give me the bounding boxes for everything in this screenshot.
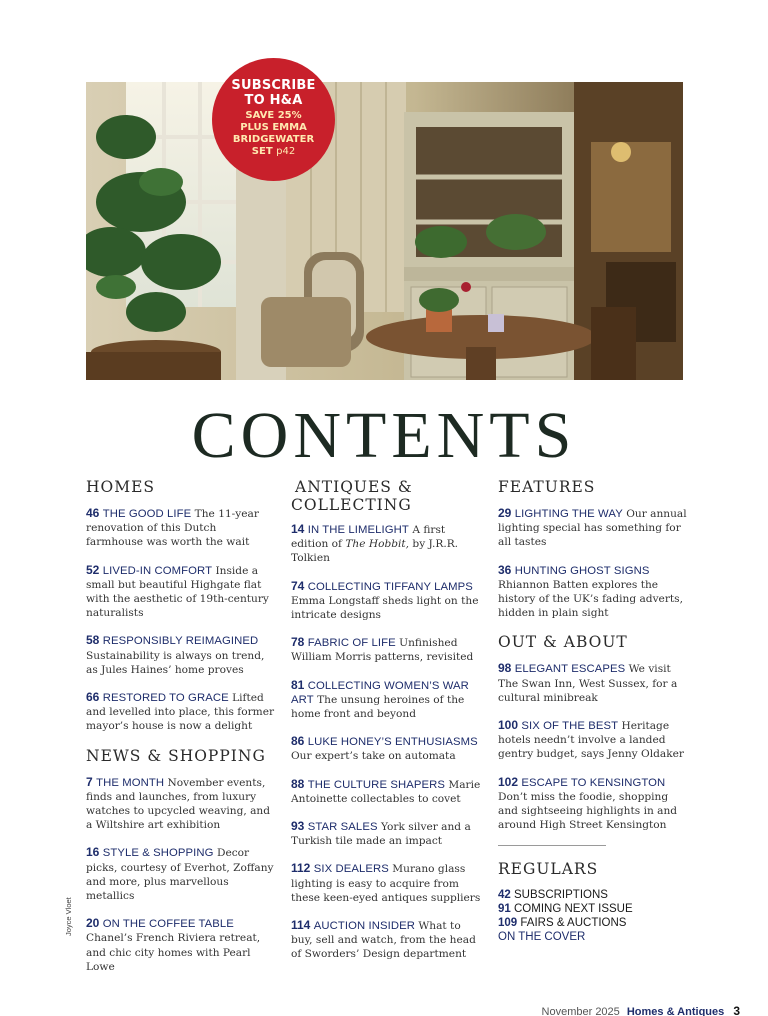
- entry-title: FAIRS & AUCTIONS: [520, 917, 627, 930]
- entry-page-number: 66: [86, 690, 100, 705]
- contents-entry[interactable]: [86, 775, 276, 833]
- entry-title: IN THE LIMELIGHT: [307, 524, 409, 536]
- entry-description: November events, finds and launches, from luxury watches to upcycled weaving, and a Wiltshire art exhibition: [86, 776, 271, 832]
- entry-page-number: 91: [498, 903, 511, 916]
- entry-page-number: 93: [291, 819, 305, 834]
- contents-entry[interactable]: [498, 718, 688, 762]
- badge-line6: [212, 146, 335, 158]
- divider: [498, 845, 606, 846]
- entry-description: Murano glass lighting is easy to acquire from these keen-eyed antiques suppliers: [291, 863, 481, 904]
- entry-page-number: 29: [498, 506, 512, 520]
- on-the-cover-link[interactable]: ON THE COVER: [498, 931, 586, 944]
- contents-entry[interactable]: [86, 506, 276, 550]
- contents-entry[interactable]: [86, 633, 276, 677]
- entry-description: Inside a small but beautiful Highgate flat with the aesthetic of 19th-century naturalists: [86, 564, 269, 620]
- entry-page-number: 102: [498, 774, 519, 789]
- entry-description: Sustainability is always on trend, as Jules Haines’ home proves: [86, 649, 265, 676]
- entry-title: COLLECTING TIFFANY LAMPS: [307, 580, 473, 593]
- contents-entry[interactable]: [86, 916, 276, 974]
- contents-entry[interactable]: [498, 661, 688, 705]
- entry-description: We visit The Swan Inn, West Sussex, for a cultural minibreak: [498, 663, 678, 704]
- section-heading-line: COLLECTING: [291, 496, 412, 514]
- entry-description: Rhiannon Batten explores the history of the UK’s fading adverts, hidden in plain sight: [498, 578, 683, 620]
- entry-page-number: 112: [291, 861, 311, 876]
- entry-page-number: 100: [498, 718, 519, 733]
- entry-title: STAR SALES: [307, 821, 378, 834]
- entry-page-number: 88: [291, 776, 305, 791]
- entry-page-number: 16: [86, 845, 100, 860]
- regular-entry[interactable]: [498, 888, 688, 902]
- column-features-out-regulars: [498, 478, 688, 944]
- entry-page-number: 7: [86, 774, 93, 789]
- column-antiques-collecting: [291, 478, 481, 975]
- contents-entry[interactable]: [291, 522, 481, 566]
- section-heading-features: FEATURES: [498, 478, 596, 496]
- contents-entry[interactable]: [291, 579, 481, 623]
- entry-title: LUKE HONEY’S ENTHUSIASMS: [307, 736, 478, 749]
- entry-description: The unsung heroines of the home front and beyond: [291, 693, 465, 721]
- contents-entry[interactable]: [291, 861, 481, 905]
- entry-description: Unfinished William Morris patterns, revisited: [291, 637, 474, 664]
- entry-description: Chanel’s French Riviera retreat, and chic city homes with Pearl Lowe: [86, 932, 261, 973]
- entry-description: Our expert’s take on automata: [291, 750, 456, 763]
- contents-entry[interactable]: [86, 690, 276, 734]
- entry-page-number: 98: [498, 661, 512, 676]
- entry-page-number: 42: [498, 889, 511, 902]
- entry-page-number: 86: [291, 734, 305, 749]
- entry-page-number: 58: [86, 633, 100, 648]
- badge-line5: BRIDGEWATER: [232, 134, 315, 145]
- entry-title: LIGHTING THE WAY: [514, 508, 623, 520]
- entry-page-number: 52: [86, 562, 100, 577]
- badge-line1: SUBSCRIBE: [231, 78, 316, 93]
- contents-entry[interactable]: [291, 819, 481, 848]
- entry-description: Don’t miss the foodie, shopping and sightseeing highlights in and around High Street Kensington: [498, 790, 678, 832]
- entry-title: ON THE COFFEE TABLE: [102, 918, 234, 931]
- entry-description: Lifted and levelled into place, this former mayor’s house is now a delight: [86, 692, 275, 733]
- entry-title: COLLECTING WOMEN’S WAR ART: [291, 679, 469, 706]
- contents-entry[interactable]: [291, 678, 481, 722]
- entry-description: A first edition of: [291, 524, 446, 551]
- entry-title: ELEGANT ESCAPES: [514, 663, 626, 676]
- entry-title: AUCTION INSIDER: [313, 920, 416, 933]
- entry-description-italic: The Hobbit,: [345, 538, 410, 551]
- contents-entry[interactable]: [498, 506, 688, 550]
- badge-line4: PLUS EMMA: [240, 122, 307, 133]
- section-heading-line: ANTIQUES &: [295, 478, 413, 496]
- entry-title: THE GOOD LIFE: [102, 508, 192, 520]
- entry-title: FABRIC OF LIFE: [307, 637, 396, 650]
- badge-line3: SAVE 25%: [245, 110, 302, 121]
- photo-credit: Joyce Vloet: [64, 897, 73, 936]
- entry-description: York silver and a Turkish tile made an impact: [291, 821, 471, 848]
- section-heading-regulars: REGULARS: [498, 860, 599, 879]
- page-title: CONTENTS: [191, 399, 577, 472]
- entry-description: The 11-year renovation of this Dutch farmhouse was worth the wait: [86, 508, 259, 549]
- entry-title: RESTORED TO GRACE: [102, 692, 229, 705]
- entry-description: Decor picks, courtesy of Everhot, Zoffany and more, plus marvellous metallics: [86, 847, 274, 903]
- footer-date: November 2025: [541, 1006, 620, 1016]
- column-homes-news: [86, 478, 276, 987]
- badge-line2: TO H&A: [244, 93, 303, 108]
- contents-entry[interactable]: [498, 775, 688, 833]
- entry-page-number: 81: [291, 677, 305, 692]
- entry-page-number: 109: [498, 917, 518, 930]
- contents-entry[interactable]: [86, 845, 276, 903]
- contents-entry[interactable]: [291, 777, 481, 806]
- entry-description: Our annual lighting special has something for all tastes: [498, 508, 687, 549]
- badge-set: SET: [251, 146, 273, 157]
- contents-entry[interactable]: [291, 918, 481, 962]
- entry-title: ESCAPE TO KENSINGTON: [521, 776, 666, 789]
- section-heading-out-about: OUT & ABOUT: [498, 633, 628, 652]
- entry-title: LIVED-IN COMFORT: [102, 564, 213, 577]
- footer-page-number: 3: [733, 1004, 740, 1016]
- entry-title: HUNTING GHOST SIGNS: [514, 564, 650, 577]
- section-heading-homes: HOMES: [86, 478, 156, 496]
- entry-page-number: 78: [291, 635, 305, 650]
- entry-page-number: 46: [86, 506, 100, 520]
- entry-description: Marie Antoinette collectables to covet: [291, 778, 481, 805]
- contents-entry[interactable]: [291, 734, 481, 763]
- entry-page-number: 114: [291, 918, 311, 933]
- contents-entry[interactable]: [291, 635, 481, 664]
- entry-title: STYLE & SHOPPING: [102, 847, 214, 860]
- entry-page-number: 14: [291, 522, 305, 536]
- footer-magazine-name: Homes & Antiques: [626, 1006, 725, 1016]
- entry-title: SIX DEALERS: [313, 863, 389, 876]
- entry-page-number: 36: [498, 562, 512, 577]
- contents-entry[interactable]: [498, 563, 688, 621]
- section-heading-news-shopping: NEWS & SHOPPING: [86, 746, 266, 765]
- regular-entry[interactable]: [498, 916, 688, 930]
- entry-description: Emma Longstaff sheds light on the intricate designs: [291, 594, 479, 622]
- regular-entry[interactable]: [498, 902, 688, 916]
- entry-title: THE MONTH: [96, 776, 165, 789]
- entry-description: by J.R.R. Tolkien: [291, 538, 459, 565]
- entry-title: SUBSCRIPTIONS: [514, 889, 608, 902]
- contents-entry[interactable]: [86, 563, 276, 621]
- entry-page-number: 20: [86, 916, 100, 931]
- entry-title: SIX OF THE BEST: [521, 720, 619, 733]
- page-footer: [542, 1004, 740, 1016]
- entry-page-number: 74: [291, 578, 305, 593]
- entry-title: RESPONSIBLY REIMAGINED: [102, 635, 259, 648]
- subscribe-badge[interactable]: [212, 58, 335, 181]
- badge-page-ref: p42: [276, 146, 296, 157]
- entry-description: Heritage hotels needn’t involve a landed gentry budget, says Jenny Oldaker: [498, 720, 684, 761]
- entry-title: THE CULTURE SHAPERS: [307, 778, 446, 791]
- entry-title: COMING NEXT ISSUE: [514, 903, 633, 916]
- section-heading-antiques-collecting: [291, 478, 481, 514]
- entry-description: What to buy, sell and watch, from the head of Sworders’ Design department: [291, 920, 476, 961]
- hero-photo: [86, 82, 683, 380]
